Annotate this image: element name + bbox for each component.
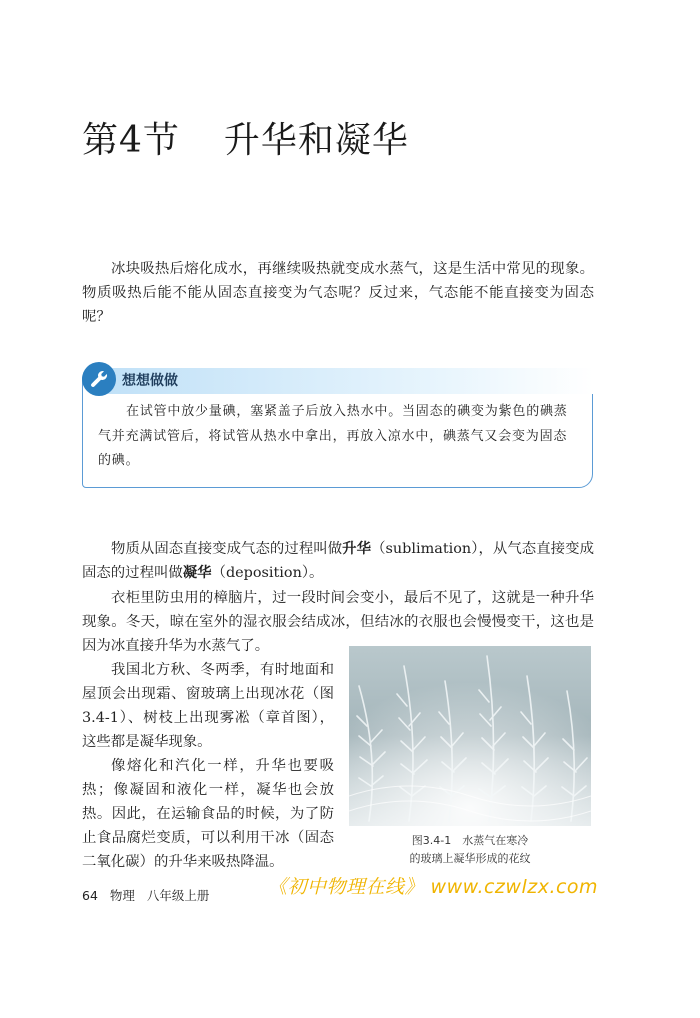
activity-box: [82, 362, 593, 488]
frost-pattern-photo: [349, 646, 591, 826]
wrench-icon: [82, 362, 116, 396]
activity-text: 在试管中放少量碘，塞紧盖子后放入热水中。当固态的碘变为紫色的碘蒸气并充满试管后，将试管从热水中拿出，再放入凉水中，碘蒸气又会变为固态的碘。: [98, 404, 568, 468]
watermark: 《初中物理在线》 www.czwlzx.com: [268, 876, 599, 898]
section-number: 第4节: [82, 120, 180, 161]
definition-text-1: 物质从固态直接变成气态的过程叫做: [111, 541, 343, 557]
definition-paragraph: [82, 537, 594, 585]
figure-caption: [349, 832, 591, 868]
caption-line-2: 的玻璃上凝华形成的花纹: [409, 852, 531, 865]
term-deposition: 凝华: [182, 565, 212, 581]
grade-name: 八年级上册: [146, 888, 210, 903]
page-number: 64: [82, 888, 98, 903]
term-sublimation: 升华: [342, 541, 372, 557]
page-title: [82, 112, 409, 163]
camphor-paragraph: 衣柜里防虫用的樟脑片，过一段时间会变小，最后不见了，这就是一种升华现象。冬天，晾在室外的湿衣服会结成冰，但结冰的衣服也会慢慢变干，这也是因为冰直接升华为水蒸气了。: [82, 590, 594, 654]
text-column: [82, 658, 334, 874]
frost-paragraph: 我国北方秋、冬两季，有时地面和屋顶会出现霜、窗玻璃上出现冰花（图3.4-1）、树枝上出现雾凇（章首图），这些都是凝华现象。: [82, 662, 334, 750]
section-name: 升华和凝华: [223, 120, 409, 161]
definition-text-2: （sublimation），从气态直接变成固态的过程叫做: [82, 541, 594, 581]
definition-text-3: （deposition）。: [211, 565, 324, 581]
subject-name: 物理: [109, 888, 135, 903]
activity-title: 想想做做: [122, 373, 178, 389]
caption-line-1: 图3.4-1 水蒸气在寒冷: [411, 834, 529, 847]
intro-paragraph: 冰块吸热后熔化成水，再继续吸热就变成水蒸气，这是生活中常见的现象。物质吸热后能不能从固态直接变为气态呢？反过来，气态能不能直接变为固态呢？: [82, 261, 594, 325]
heat-paragraph: 像熔化和汽化一样，升华也要吸热；像凝固和液化一样，凝华也会放热。因此，在运输食品的时候，为了防止食品腐烂变质，可以利用干冰（固态二氧化碳）的升华来吸热降温。: [82, 758, 334, 870]
page-footer: [82, 886, 221, 904]
